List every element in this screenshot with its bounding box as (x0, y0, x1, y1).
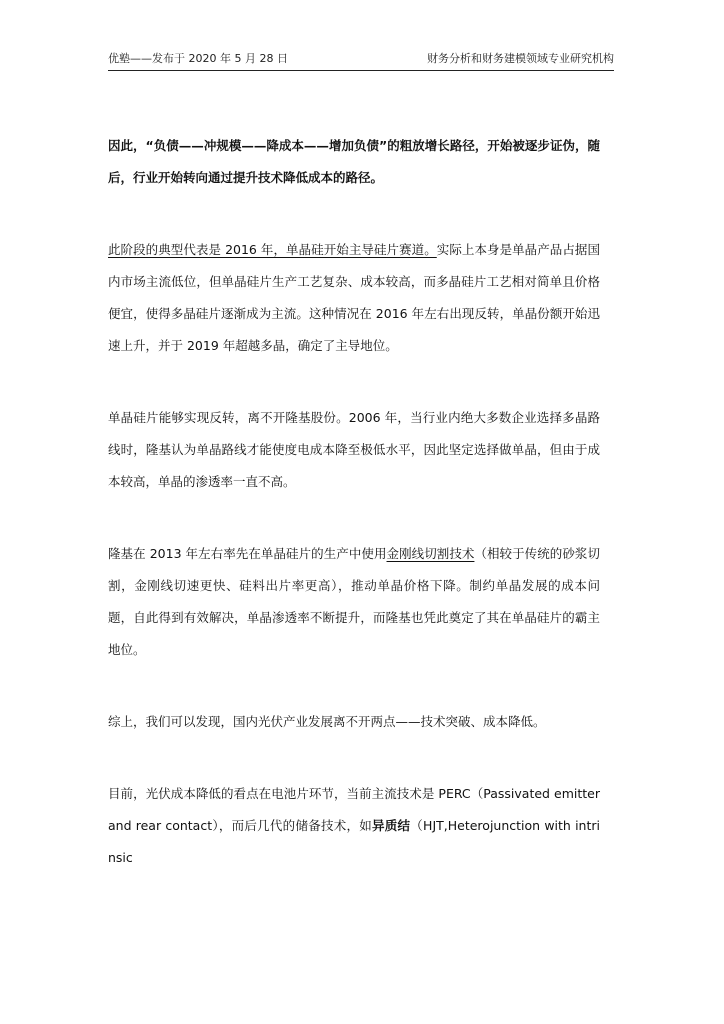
bold-term: 异质结 (372, 818, 411, 833)
paragraph-text: 实际上本身是单晶产品占据国内市场主流低位，但单晶硅片生产工艺复杂、成本较高，而多晶硅片工艺相对简单且价格便宜，使得多晶硅片逐渐成为主流。这种情况在 2016 年左右出现反转，单晶份额开始迅速上升，并于 2019 年超越多晶，确定了主导地位。 (108, 242, 600, 353)
page-header (108, 50, 614, 71)
paragraph-text: 目前，光伏成本降低的看点在电池片环节，当前主流技术是 PERC（Passivated emitter and rear contact），而后几代的储备技术，如 (108, 786, 600, 833)
paragraph-conclusion: 因此，“负债——冲规模——降成本——增加负债”的粗放增长路径，开始被逐步证伪，随后，行业开始转向通过提升技术降低成本的路径。 (108, 138, 600, 185)
article-body (108, 130, 600, 874)
highlight-term: 金刚线切割技术 (386, 546, 475, 561)
paragraph-text: （HJT,Heterojunction with intrinsic (108, 818, 600, 865)
paragraph-perc (108, 778, 600, 874)
paragraph-text: 隆基在 2013 年左右率先在单晶硅片的生产中使用 (108, 546, 387, 561)
paragraph-monocrystalline (108, 234, 600, 362)
paragraph-summary: 综上，我们可以发现，国内光伏产业发展离不开两点——技术突破、成本降低。 (108, 714, 546, 729)
highlight-sentence: 此阶段的典型代表是 2016 年，单晶硅开始主导硅片赛道。 (108, 242, 437, 257)
paragraph-text: （相较于传统的砂浆切割，金刚线切速更快、硅料出片率更高），推动单晶价格下降。制约单晶发展的成本问题，自此得到有效解决，单晶渗透率不断提升，而隆基也凭此奠定了其在单晶硅片的霸主地位。 (108, 546, 600, 657)
paragraph-diamond-wire (108, 538, 600, 666)
header-org-name: 财务分析和财务建模领域专业研究机构 (427, 52, 614, 65)
header-publish-info: 优塾——发布于 2020 年 5 月 28 日 (108, 52, 288, 65)
paragraph-longi: 单晶硅片能够实现反转，离不开隆基股份。2006 年，当行业内绝大多数企业选择多晶路线时，隆基认为单晶路线才能使度电成本降至极低水平，因此坚定选择做单晶，但由于成本较高，单晶的渗透率一直不高。 (108, 410, 600, 489)
